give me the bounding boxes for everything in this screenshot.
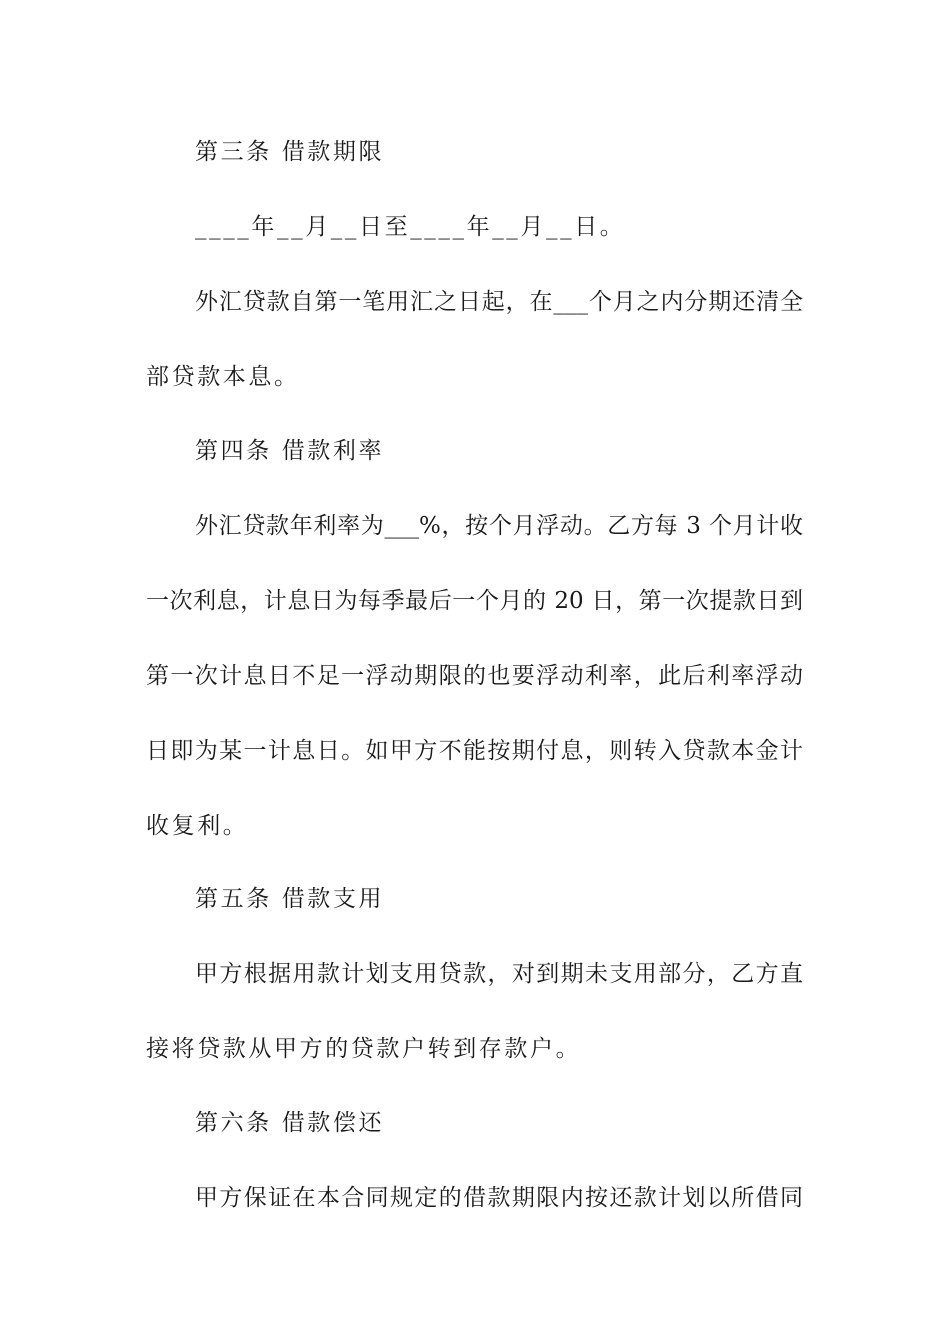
paragraph-line: 接将贷款从甲方的贷款户转到存款户。 bbox=[146, 1036, 582, 1062]
loan-term-dates: ____年__月__日至____年__月__日。 bbox=[195, 214, 626, 240]
paragraph-line: 甲方保证在本合同规定的借款期限内按还款计划以所借同 bbox=[195, 1185, 803, 1211]
paragraph-line: 甲方根据用款计划支用贷款，对到期未支用部分，乙方直 bbox=[195, 961, 803, 987]
article-6-heading: 第六条 借款偿还 bbox=[195, 1110, 385, 1136]
paragraph-line: 日即为某一计息日。如甲方不能按期付息，则转入贷款本金计 bbox=[146, 738, 803, 764]
paragraph-line: 收复利。 bbox=[146, 813, 249, 839]
paragraph-line: 外汇贷款自第一笔用汇之日起，在___个月之内分期还清全 bbox=[195, 289, 803, 315]
article-4-heading: 第四条 借款利率 bbox=[195, 438, 385, 464]
paragraph-line: 部贷款本息。 bbox=[146, 364, 300, 390]
paragraph-line: 第一次计息日不足一浮动期限的也要浮动利率，此后利率浮动 bbox=[146, 663, 803, 689]
paragraph-line: 一次利息，计息日为每季最后一个月的 20 日，第一次提款日到 bbox=[146, 588, 803, 614]
article-5-heading: 第五条 借款支用 bbox=[195, 886, 385, 912]
article-3-heading: 第三条 借款期限 bbox=[195, 139, 385, 165]
paragraph-line: 外汇贷款年利率为___%，按个月浮动。乙方每 3 个月计收 bbox=[195, 513, 803, 539]
